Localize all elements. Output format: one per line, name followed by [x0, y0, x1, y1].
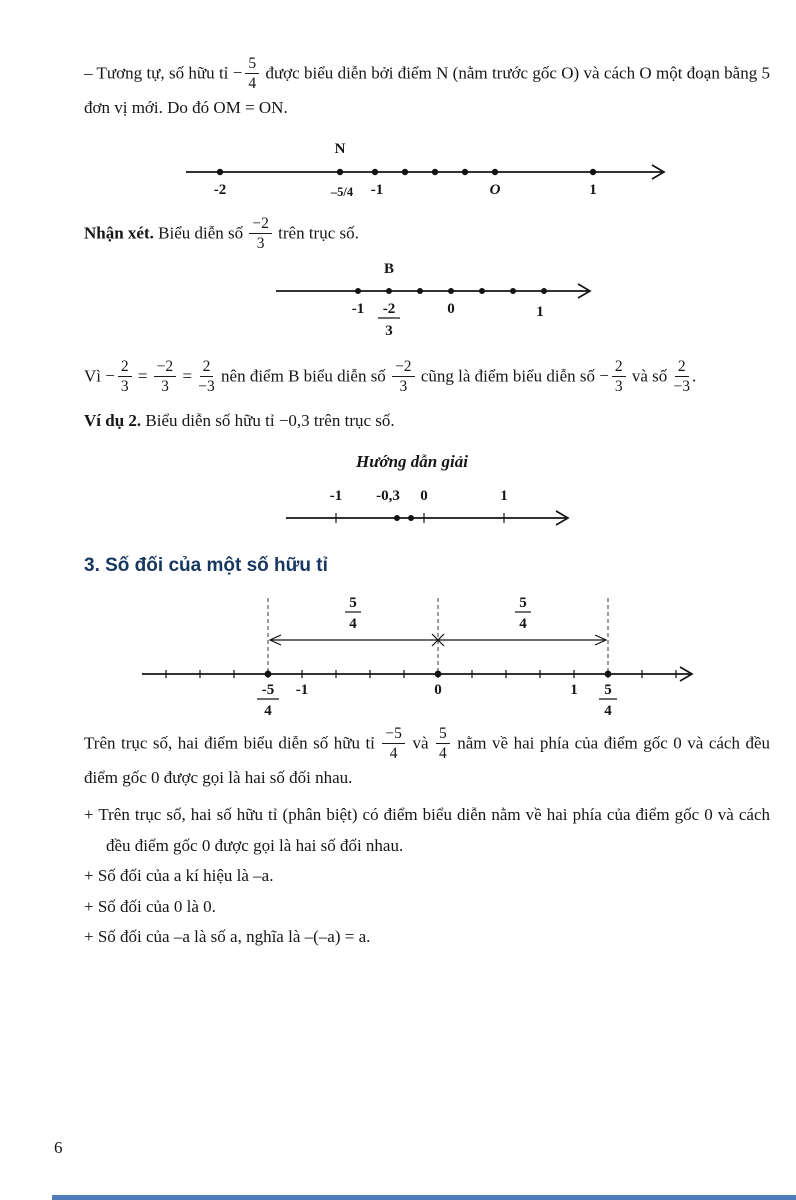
paragraph-example-2 [84, 406, 770, 437]
paragraph-remark [84, 216, 770, 253]
numerator: 5 [604, 682, 612, 699]
tick-label-minus1: -1 [370, 181, 384, 198]
fraction-minus2-3 [249, 215, 272, 252]
denominator: 3 [120, 377, 129, 395]
tick-label-minus5-4: –5/4 [330, 184, 354, 199]
period: . [692, 366, 697, 386]
numerator: −2 [392, 358, 415, 377]
numerator: −2 [249, 215, 272, 234]
bullet-notation: + Số đối của a kí hiệu là –a. [84, 866, 274, 886]
minus-sign: − [599, 366, 609, 386]
text-fragment: và số [631, 366, 668, 386]
tick-label-0: 0 [420, 487, 428, 504]
numerator: 5 [519, 595, 527, 612]
numerator: −5 [382, 725, 405, 744]
tick-label-1: 1 [570, 682, 578, 699]
tick-label-0: 0 [447, 300, 455, 317]
numerator: 2 [675, 358, 689, 377]
text-fragment: Vì [84, 366, 101, 386]
math-expression [105, 357, 133, 395]
point-B-label: B [383, 260, 395, 277]
numerator: −2 [154, 358, 177, 377]
numerator: -5 [261, 682, 275, 699]
number-line-B-svg [274, 261, 604, 343]
numerator: 2 [612, 358, 626, 377]
fraction-minus2-3 [154, 358, 177, 395]
bullet-zero: + Số đối của 0 là 0. [84, 896, 216, 916]
text-fragment: và [412, 733, 429, 753]
tick-label-0: 0 [434, 682, 442, 699]
page-number: 6 [54, 1138, 63, 1157]
tick-label-minus2: -2 [213, 181, 227, 198]
fraction-2-minus3 [198, 358, 215, 395]
bullet-double-negative: + Số đối của –a là số a, nghĩa là –(–a) = a. [84, 927, 371, 947]
paragraph-similar-point-N [84, 56, 770, 124]
tick-label-1: 1 [589, 181, 597, 198]
math-expression [232, 55, 261, 93]
fraction-5-4 [245, 55, 259, 92]
text-fragment: – Tương tự, số hữu tỉ [84, 63, 229, 83]
fraction-minus5-4-label [257, 682, 279, 719]
denominator: 4 [264, 703, 272, 720]
math-expression [599, 357, 627, 395]
number-line-0-3-svg [284, 486, 584, 534]
remark-label: Nhận xét. [84, 223, 154, 243]
paragraph-because [84, 359, 770, 396]
denominator: 3 [385, 322, 393, 339]
denominator: −3 [198, 377, 215, 395]
numerator: 2 [118, 358, 132, 377]
denominator: 3 [614, 377, 623, 395]
denominator: 4 [389, 745, 398, 763]
denominator: 4 [349, 616, 357, 633]
denominator: 3 [256, 234, 265, 252]
fraction-2-3 [118, 358, 132, 395]
right-distance-fraction [515, 595, 531, 632]
text-fragment: Biểu diễn số [158, 223, 244, 243]
tick-label-1: 1 [536, 303, 544, 320]
section-heading-opposite-numbers: 3. Số đối của một số hữu tỉ [84, 554, 328, 576]
fraction-2-3 [612, 358, 626, 395]
number-line-N-svg [184, 140, 674, 202]
denominator: 3 [161, 377, 169, 395]
numerator: 5 [245, 55, 259, 74]
denominator: 4 [248, 75, 257, 93]
tick-label-minus1: -1 [351, 300, 365, 317]
dashed-guides [268, 598, 608, 673]
text-fragment: nên điểm B biểu diễn số [221, 366, 386, 386]
text-fragment: Biểu diễn số hữu tỉ −0,3 trên trục số. [145, 410, 395, 430]
figure-opposite-numbers [138, 590, 770, 720]
fraction-minus2-3 [392, 358, 415, 395]
figure-number-line-0-3 [284, 486, 770, 534]
left-distance-fraction [345, 595, 361, 632]
numerator: -2 [382, 300, 396, 317]
fraction-5-4-label [599, 682, 617, 719]
example-label: Ví dụ 2. [84, 410, 142, 430]
fraction-minus2-3-label [378, 301, 400, 339]
minus-sign: − [105, 366, 115, 386]
solution-heading: Hướng dẫn giải [356, 452, 468, 472]
tick-label-minus0-3: -0,3 [376, 487, 400, 504]
figure-number-line-B [274, 261, 770, 343]
tick-label-1: 1 [500, 487, 508, 504]
bottom-decorative-bar [52, 1195, 796, 1200]
tick-label-minus1: -1 [295, 682, 309, 699]
bullet-opposite-rule: + Trên trục số, hai số hữu tỉ (phân biệt) có điểm biểu diễn nằm về hai phía của điểm gốc 0 và cách đều điểm gốc 0 được gọi là hai số đối nhau. [84, 805, 770, 855]
denominator: 4 [519, 616, 527, 633]
opposite-numbers-svg [138, 590, 722, 720]
fraction-5-4 [436, 725, 450, 762]
figure-number-line-N [184, 140, 770, 202]
point-N-label: N [334, 140, 346, 157]
denominator: 4 [439, 745, 447, 763]
equals-sign: = [182, 366, 193, 386]
equals-sign: = [137, 366, 148, 386]
fraction-minus5-4 [382, 725, 405, 762]
numerator: 5 [349, 595, 357, 612]
denominator: 3 [399, 377, 408, 395]
denominator: 4 [604, 703, 612, 720]
text-fragment: được biểu diễn bởi điểm N (nằm trước gốc O) và cách O một đoạn bằng 5 đơn vị mới. Do đó OM = ON. [84, 63, 771, 118]
fraction-2-minus3 [674, 358, 691, 395]
text-fragment: cũng là điểm biểu diễn số [420, 366, 596, 386]
numerator: 2 [200, 358, 214, 377]
text-fragment: Trên trục số, hai điểm biểu diễn số hữu tỉ [84, 733, 375, 753]
numerator: 5 [436, 725, 450, 744]
tick-label-origin-O: O [489, 181, 501, 198]
tick-label-minus1: -1 [329, 487, 343, 504]
paragraph-opposite-definition [84, 726, 770, 794]
text-fragment: trên trục số. [278, 223, 359, 243]
text-fragment: nằm về hai phía của điểm gốc 0 và cách đều điểm gốc 0 được gọi là hai số đối nhau. [84, 733, 771, 788]
minus-sign: − [232, 63, 243, 83]
denominator: −3 [673, 377, 691, 395]
